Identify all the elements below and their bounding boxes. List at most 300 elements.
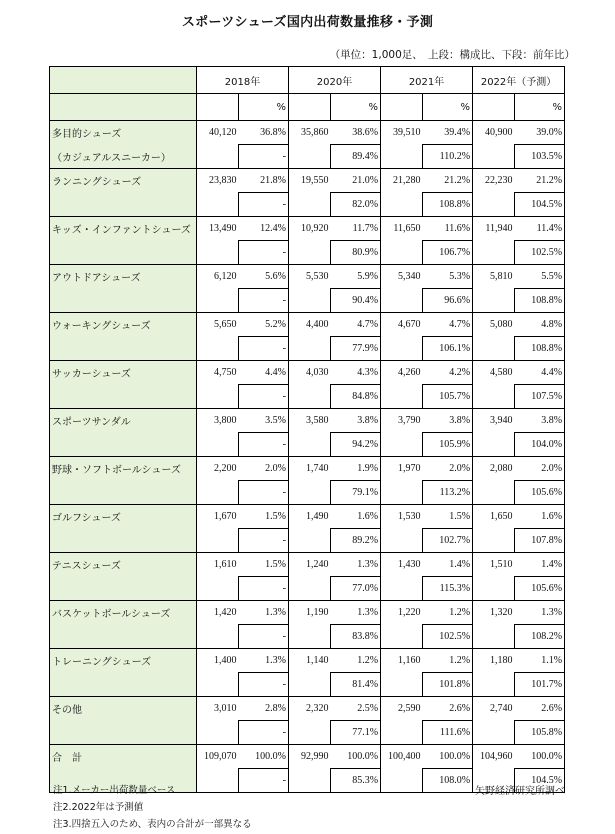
share-2020: 3.8% — [331, 409, 381, 433]
value-2020: 19,550 — [289, 169, 331, 193]
share-2022: 39.0% — [515, 121, 565, 145]
yoy-2018: - — [239, 433, 289, 457]
value-2021: 1,220 — [381, 601, 423, 625]
share-2018: 5.2% — [239, 313, 289, 337]
category-name-sub — [50, 289, 197, 313]
yoy-2018: - — [239, 577, 289, 601]
category-name: その他 — [50, 697, 197, 721]
share-2018: 2.8% — [239, 697, 289, 721]
category-name-sub — [50, 577, 197, 601]
share-2022: 2.6% — [515, 697, 565, 721]
share-2020: 4.3% — [331, 361, 381, 385]
category-name-sub — [50, 337, 197, 361]
category-name: 多目的シューズ — [50, 121, 197, 145]
value-blank — [473, 433, 515, 457]
value-2020: 5,530 — [289, 265, 331, 289]
value-blank — [197, 193, 239, 217]
value-2022: 22,230 — [473, 169, 515, 193]
share-2022: 4.4% — [515, 361, 565, 385]
value-2022: 5,810 — [473, 265, 515, 289]
share-2022: 11.4% — [515, 217, 565, 241]
value-2020: 4,400 — [289, 313, 331, 337]
share-2022: 1.6% — [515, 505, 565, 529]
value-2020: 3,580 — [289, 409, 331, 433]
yoy-2020: 80.9% — [331, 241, 381, 265]
value-blank — [289, 721, 331, 745]
value-blank — [289, 673, 331, 697]
yoy-2018: - — [239, 481, 289, 505]
value-blank — [197, 289, 239, 313]
value-2021: 4,260 — [381, 361, 423, 385]
header-pct: % — [331, 94, 381, 121]
value-blank — [381, 193, 423, 217]
value-2022: 104,960 — [473, 745, 515, 769]
value-2020: 1,240 — [289, 553, 331, 577]
share-2018: 1.3% — [239, 649, 289, 673]
value-blank — [289, 529, 331, 553]
value-blank — [381, 673, 423, 697]
value-2018: 2,200 — [197, 457, 239, 481]
yoy-2018: - — [239, 385, 289, 409]
yoy-2020: 89.4% — [331, 145, 381, 169]
value-blank — [381, 529, 423, 553]
yoy-2018: - — [239, 721, 289, 745]
yoy-2021: 113.2% — [423, 481, 473, 505]
table-row — [50, 649, 565, 673]
value-2020: 10,920 — [289, 217, 331, 241]
category-name: アウトドアシューズ — [50, 265, 197, 289]
share-2021: 39.4% — [423, 121, 473, 145]
value-blank — [473, 193, 515, 217]
value-2018: 4,750 — [197, 361, 239, 385]
category-name-sub — [50, 673, 197, 697]
yoy-2022: 103.5% — [515, 145, 565, 169]
value-blank — [197, 241, 239, 265]
share-2021: 11.6% — [423, 217, 473, 241]
yoy-2018: - — [239, 769, 289, 793]
share-2022: 100.0% — [515, 745, 565, 769]
value-2022: 1,320 — [473, 601, 515, 625]
category-name: 野球・ソフトボールシューズ — [50, 457, 197, 481]
share-2022: 1.3% — [515, 601, 565, 625]
share-2020: 2.5% — [331, 697, 381, 721]
share-2022: 4.8% — [515, 313, 565, 337]
value-blank — [473, 577, 515, 601]
value-2021: 21,280 — [381, 169, 423, 193]
category-name-sub — [50, 529, 197, 553]
share-2018: 3.5% — [239, 409, 289, 433]
yoy-2020: 79.1% — [331, 481, 381, 505]
share-2020: 21.0% — [331, 169, 381, 193]
category-name-sub — [50, 481, 197, 505]
yoy-2020: 77.1% — [331, 721, 381, 745]
share-2018: 4.4% — [239, 361, 289, 385]
table-row — [50, 457, 565, 481]
value-blank — [381, 145, 423, 169]
yoy-2020: 77.0% — [331, 577, 381, 601]
category-name: ウォーキングシューズ — [50, 313, 197, 337]
share-2022: 21.2% — [515, 169, 565, 193]
value-blank — [197, 385, 239, 409]
value-blank — [197, 769, 239, 793]
table-row-yoy — [50, 289, 565, 313]
value-2021: 3,790 — [381, 409, 423, 433]
value-blank — [289, 769, 331, 793]
share-2020: 100.0% — [331, 745, 381, 769]
yoy-2018: - — [239, 625, 289, 649]
value-2022: 1,180 — [473, 649, 515, 673]
value-2018: 1,420 — [197, 601, 239, 625]
table-row-yoy — [50, 625, 565, 649]
header-value-blank — [289, 94, 331, 121]
category-name-sub — [50, 721, 197, 745]
header-pct: % — [423, 94, 473, 121]
share-2018: 21.8% — [239, 169, 289, 193]
shipment-table — [49, 66, 565, 793]
value-blank — [381, 289, 423, 313]
category-name-sub: （カジュアルスニーカー） — [50, 145, 197, 169]
yoy-2021: 111.6% — [423, 721, 473, 745]
share-2018: 36.8% — [239, 121, 289, 145]
category-name-sub — [50, 241, 197, 265]
yoy-2018: - — [239, 289, 289, 313]
yoy-2021: 105.7% — [423, 385, 473, 409]
value-2018: 3,010 — [197, 697, 239, 721]
yoy-2020: 84.8% — [331, 385, 381, 409]
value-blank — [289, 481, 331, 505]
table-row-yoy — [50, 577, 565, 601]
value-blank — [381, 385, 423, 409]
value-blank — [473, 625, 515, 649]
yoy-2018: - — [239, 145, 289, 169]
share-2018: 12.4% — [239, 217, 289, 241]
header-pct: % — [515, 94, 565, 121]
category-name: 合 計 — [50, 745, 197, 769]
header-value-blank — [197, 94, 239, 121]
value-blank — [381, 241, 423, 265]
table-row-yoy — [50, 529, 565, 553]
share-2022: 2.0% — [515, 457, 565, 481]
value-blank — [289, 241, 331, 265]
yoy-2020: 81.4% — [331, 673, 381, 697]
value-blank — [381, 769, 423, 793]
table-row — [50, 553, 565, 577]
category-name-sub — [50, 385, 197, 409]
yoy-2021: 102.7% — [423, 529, 473, 553]
value-2022: 3,940 — [473, 409, 515, 433]
share-2022: 5.5% — [515, 265, 565, 289]
value-2018: 1,670 — [197, 505, 239, 529]
yoy-2020: 85.3% — [331, 769, 381, 793]
table-row-yoy — [50, 193, 565, 217]
note-3: 注3.四捨五入のため、表内の合計が一部異なる — [53, 819, 252, 830]
header-value-blank — [381, 94, 423, 121]
value-2022: 5,080 — [473, 313, 515, 337]
yoy-2022: 104.5% — [515, 193, 565, 217]
share-2018: 100.0% — [239, 745, 289, 769]
yoy-2022: 104.5% — [515, 769, 565, 793]
value-2018: 1,400 — [197, 649, 239, 673]
value-2020: 35,860 — [289, 121, 331, 145]
share-2020: 1.3% — [331, 601, 381, 625]
value-blank — [473, 721, 515, 745]
source-credit: 矢野経済研究所調べ — [475, 786, 565, 797]
category-name: サッカーシューズ — [50, 361, 197, 385]
share-2020: 1.9% — [331, 457, 381, 481]
yoy-2022: 108.8% — [515, 337, 565, 361]
share-2021: 5.3% — [423, 265, 473, 289]
share-2021: 4.2% — [423, 361, 473, 385]
table-row-yoy — [50, 385, 565, 409]
value-blank — [197, 721, 239, 745]
value-blank — [473, 529, 515, 553]
share-2021: 100.0% — [423, 745, 473, 769]
value-2018: 6,120 — [197, 265, 239, 289]
value-blank — [473, 385, 515, 409]
table-row-yoy — [50, 433, 565, 457]
value-2021: 4,670 — [381, 313, 423, 337]
value-2022: 2,080 — [473, 457, 515, 481]
value-2018: 1,610 — [197, 553, 239, 577]
value-2020: 92,990 — [289, 745, 331, 769]
yoy-2018: - — [239, 193, 289, 217]
table-row — [50, 409, 565, 433]
value-2018: 40,120 — [197, 121, 239, 145]
value-blank — [197, 481, 239, 505]
table-row — [50, 121, 565, 145]
value-2018: 13,490 — [197, 217, 239, 241]
share-2020: 11.7% — [331, 217, 381, 241]
share-2021: 2.0% — [423, 457, 473, 481]
share-2022: 1.1% — [515, 649, 565, 673]
category-name: テニスシューズ — [50, 553, 197, 577]
category-name: ゴルフシューズ — [50, 505, 197, 529]
value-2020: 1,140 — [289, 649, 331, 673]
yoy-2022: 107.8% — [515, 529, 565, 553]
value-blank — [381, 481, 423, 505]
yoy-2020: 83.8% — [331, 625, 381, 649]
yoy-2020: 82.0% — [331, 193, 381, 217]
header-value-blank — [473, 94, 515, 121]
share-2018: 1.5% — [239, 553, 289, 577]
share-2021: 1.4% — [423, 553, 473, 577]
value-blank — [473, 673, 515, 697]
share-2022: 1.4% — [515, 553, 565, 577]
value-2021: 11,650 — [381, 217, 423, 241]
value-blank — [289, 193, 331, 217]
table-row — [50, 169, 565, 193]
yoy-2022: 108.8% — [515, 289, 565, 313]
value-blank — [197, 577, 239, 601]
value-2022: 4,580 — [473, 361, 515, 385]
table-row — [50, 313, 565, 337]
category-name-sub — [50, 433, 197, 457]
value-blank — [473, 241, 515, 265]
value-blank — [381, 625, 423, 649]
share-2020: 5.9% — [331, 265, 381, 289]
yoy-2021: 108.0% — [423, 769, 473, 793]
value-2021: 5,340 — [381, 265, 423, 289]
share-2021: 1.2% — [423, 649, 473, 673]
unit-note: （単位：1,000足、 上段：構成比、下段：前年比） — [329, 49, 575, 61]
value-blank — [289, 385, 331, 409]
table-row-yoy — [50, 241, 565, 265]
value-2020: 1,190 — [289, 601, 331, 625]
value-blank — [381, 577, 423, 601]
value-2021: 1,970 — [381, 457, 423, 481]
header-blank — [50, 94, 197, 121]
value-2020: 1,740 — [289, 457, 331, 481]
header-row-years — [50, 67, 565, 94]
yoy-2021: 106.1% — [423, 337, 473, 361]
value-blank — [289, 289, 331, 313]
header-blank — [50, 67, 197, 94]
value-2018: 3,800 — [197, 409, 239, 433]
yoy-2021: 102.5% — [423, 625, 473, 649]
share-2018: 5.6% — [239, 265, 289, 289]
note-1: 注1.メーカー出荷数量ベース — [53, 785, 176, 796]
value-blank — [289, 577, 331, 601]
yoy-2020: 90.4% — [331, 289, 381, 313]
value-2020: 2,320 — [289, 697, 331, 721]
share-2020: 1.6% — [331, 505, 381, 529]
value-blank — [289, 145, 331, 169]
table-row-yoy — [50, 145, 565, 169]
value-blank — [197, 145, 239, 169]
share-2021: 1.5% — [423, 505, 473, 529]
yoy-2022: 105.8% — [515, 721, 565, 745]
value-blank — [381, 721, 423, 745]
yoy-2018: - — [239, 673, 289, 697]
yoy-2021: 96.6% — [423, 289, 473, 313]
value-2018: 23,830 — [197, 169, 239, 193]
header-year-2021: 2021年 — [381, 67, 473, 94]
table-row-yoy — [50, 673, 565, 697]
category-name: トレーニングシューズ — [50, 649, 197, 673]
share-2021: 3.8% — [423, 409, 473, 433]
value-blank — [473, 481, 515, 505]
value-2022: 1,510 — [473, 553, 515, 577]
category-name: キッズ・インファントシューズ — [50, 217, 197, 241]
share-2020: 38.6% — [331, 121, 381, 145]
share-2018: 2.0% — [239, 457, 289, 481]
table-row — [50, 505, 565, 529]
table-row — [50, 745, 565, 769]
value-2021: 1,430 — [381, 553, 423, 577]
yoy-2022: 101.7% — [515, 673, 565, 697]
table-row-yoy — [50, 721, 565, 745]
value-blank — [197, 433, 239, 457]
yoy-2021: 115.3% — [423, 577, 473, 601]
yoy-2022: 108.2% — [515, 625, 565, 649]
table-row — [50, 361, 565, 385]
category-name: スポーツサンダル — [50, 409, 197, 433]
value-2020: 1,490 — [289, 505, 331, 529]
value-blank — [197, 529, 239, 553]
value-blank — [289, 625, 331, 649]
value-blank — [381, 433, 423, 457]
yoy-2018: - — [239, 529, 289, 553]
yoy-2022: 104.0% — [515, 433, 565, 457]
value-2022: 2,740 — [473, 697, 515, 721]
value-2020: 4,030 — [289, 361, 331, 385]
yoy-2018: - — [239, 337, 289, 361]
share-2018: 1.5% — [239, 505, 289, 529]
yoy-2020: 77.9% — [331, 337, 381, 361]
value-2018: 109,070 — [197, 745, 239, 769]
yoy-2021: 106.7% — [423, 241, 473, 265]
share-2021: 21.2% — [423, 169, 473, 193]
header-row-pct — [50, 94, 565, 121]
share-2022: 3.8% — [515, 409, 565, 433]
category-name-sub — [50, 625, 197, 649]
yoy-2022: 102.5% — [515, 241, 565, 265]
value-2021: 2,590 — [381, 697, 423, 721]
yoy-2021: 101.8% — [423, 673, 473, 697]
value-blank — [473, 289, 515, 313]
table-row — [50, 697, 565, 721]
table-row-yoy — [50, 481, 565, 505]
share-2021: 2.6% — [423, 697, 473, 721]
value-2021: 39,510 — [381, 121, 423, 145]
share-2018: 1.3% — [239, 601, 289, 625]
header-year-2022: 2022年（予測） — [473, 67, 565, 94]
yoy-2020: 89.2% — [331, 529, 381, 553]
yoy-2021: 110.2% — [423, 145, 473, 169]
yoy-2020: 94.2% — [331, 433, 381, 457]
table-row — [50, 217, 565, 241]
share-2020: 1.2% — [331, 649, 381, 673]
yoy-2021: 108.8% — [423, 193, 473, 217]
note-2: 注2.2022年は予測値 — [53, 802, 144, 813]
value-2018: 5,650 — [197, 313, 239, 337]
value-blank — [381, 337, 423, 361]
yoy-2022: 105.6% — [515, 577, 565, 601]
category-name: ランニングシューズ — [50, 169, 197, 193]
page-title: スポーツシューズ国内出荷数量推移・予測 — [181, 15, 434, 30]
yoy-2022: 107.5% — [515, 385, 565, 409]
table-row — [50, 601, 565, 625]
yoy-2021: 105.9% — [423, 433, 473, 457]
share-2020: 4.7% — [331, 313, 381, 337]
value-blank — [473, 145, 515, 169]
header-year-2020: 2020年 — [289, 67, 381, 94]
category-name: バスケットボールシューズ — [50, 601, 197, 625]
yoy-2018: - — [239, 241, 289, 265]
yoy-2022: 105.6% — [515, 481, 565, 505]
value-blank — [197, 337, 239, 361]
value-2021: 100,400 — [381, 745, 423, 769]
value-blank — [289, 433, 331, 457]
value-2022: 40,900 — [473, 121, 515, 145]
share-2021: 4.7% — [423, 313, 473, 337]
value-blank — [289, 337, 331, 361]
share-2021: 1.2% — [423, 601, 473, 625]
header-year-2018: 2018年 — [197, 67, 289, 94]
table-row — [50, 265, 565, 289]
value-blank — [197, 625, 239, 649]
value-2021: 1,530 — [381, 505, 423, 529]
share-2020: 1.3% — [331, 553, 381, 577]
value-2022: 1,650 — [473, 505, 515, 529]
value-blank — [197, 673, 239, 697]
header-pct: % — [239, 94, 289, 121]
category-name-sub — [50, 193, 197, 217]
value-blank — [473, 337, 515, 361]
table-row-yoy — [50, 337, 565, 361]
value-2022: 11,940 — [473, 217, 515, 241]
value-2021: 1,160 — [381, 649, 423, 673]
